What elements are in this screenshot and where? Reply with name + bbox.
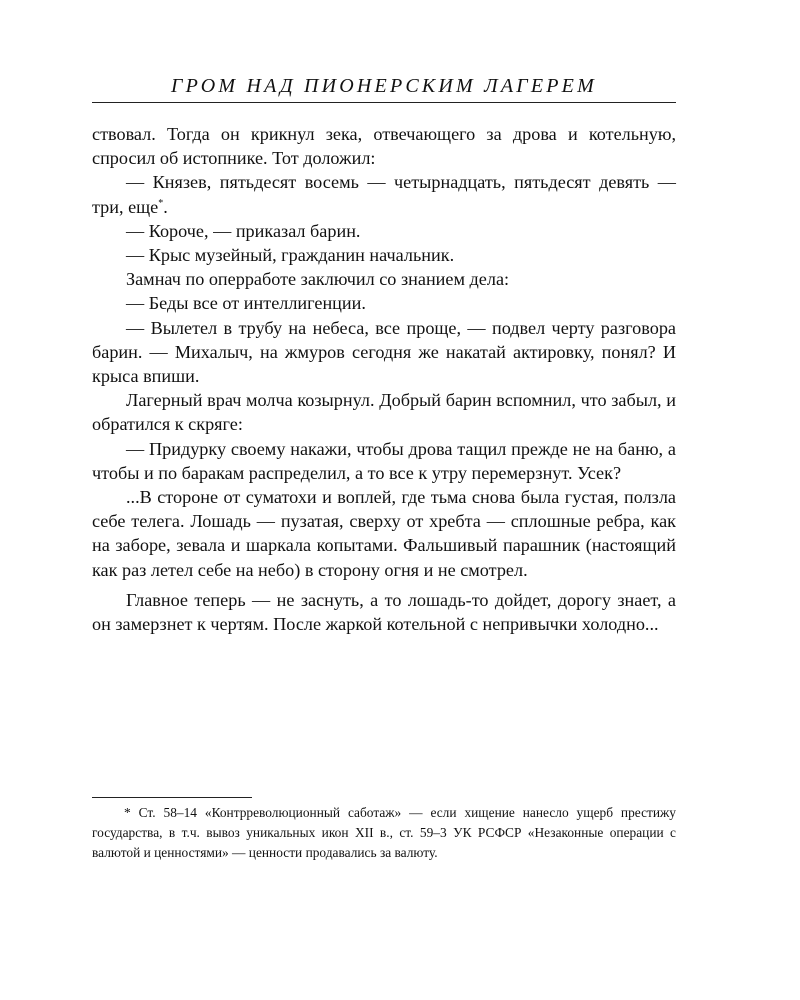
paragraph: [92, 485, 676, 582]
paragraph: [92, 219, 676, 243]
paragraph: [92, 588, 676, 636]
paragraph-text: — Короче, — приказал барин.: [126, 220, 361, 241]
running-head-rule: [92, 102, 676, 103]
paragraph-text: — Придурку своему накажи, чтобы дрова тащил прежде не на баню, а чтобы и по баракам распределил, а то все к утру перемерзнут. Усек?: [92, 438, 676, 483]
paragraph-text: ствовал. Тогда он крикнул зека, отвечающего за дрова и котельную, спросил об истопнике. Тот доложил:: [92, 124, 676, 169]
footnote: [92, 803, 676, 863]
paragraph-text: Лагерный врач молча козырнул. Добрый барин вспомнил, что забыл, и обратился к скряге:: [92, 390, 676, 435]
footnote-ref: *: [158, 197, 164, 209]
paragraph-text: — Беды все от интеллигенции.: [126, 293, 366, 314]
paragraph-text: — Вылетел в трубу на небеса, все проще, — подвел черту разговора барин. — Михалыч, на жмуров сегодня же накатай актировку, понял? И крыса впиши.: [92, 317, 676, 387]
footnote-marker: *: [124, 805, 131, 820]
paragraph: [92, 122, 676, 170]
paragraph-tail: .: [163, 196, 168, 217]
paragraph: [92, 243, 676, 267]
paragraph-text: — Крыс музейный, гражданин начальник.: [126, 245, 455, 266]
paragraph-text: Главное теперь — не заснуть, а то лошадь-то дойдет, дорогу знает, а он замерзнет к чертям. После жаркой котельной с непривычки холодно...: [92, 589, 676, 635]
paragraph: [92, 437, 676, 485]
paragraph-text: ...В стороне от суматохи и воплей, где тьма снова была густая, ползла себе телега. Лошадь — пузатая, сверху от хребта — сплошные ребра, как на заборе, зевала и шаркала копытами. Фальшивый парашник (настоящий как раз летел себе на небо) в сторону огня и не смотрел.: [92, 487, 676, 580]
paragraph: [92, 170, 676, 218]
body-text: [92, 122, 676, 636]
paragraph: [92, 388, 676, 436]
footnote-rule: [92, 797, 252, 798]
running-head: ГРОМ НАД ПИОНЕРСКИМ ЛАГЕРЕМ: [171, 75, 597, 97]
paragraph: [92, 291, 676, 315]
footnote-text: Ст. 58–14 «Контрреволюционный саботаж» — если хищение нанесло ущерб престижу государства, в т.ч. вывоз уникальных икон XII в., ст. 59–3 УК РСФСР «Незаконные операции с валютой и ценностями» — ценности продавались за валюту.: [92, 805, 676, 860]
paragraph: [92, 316, 676, 389]
paragraph: [92, 267, 676, 291]
paragraph-text: Замнач по оперработе заключил со знанием дела:: [126, 269, 510, 290]
paragraph-text: — Князев, пятьдесят восемь — четырнадцать, пятьдесят девять — три, еще: [92, 172, 676, 217]
